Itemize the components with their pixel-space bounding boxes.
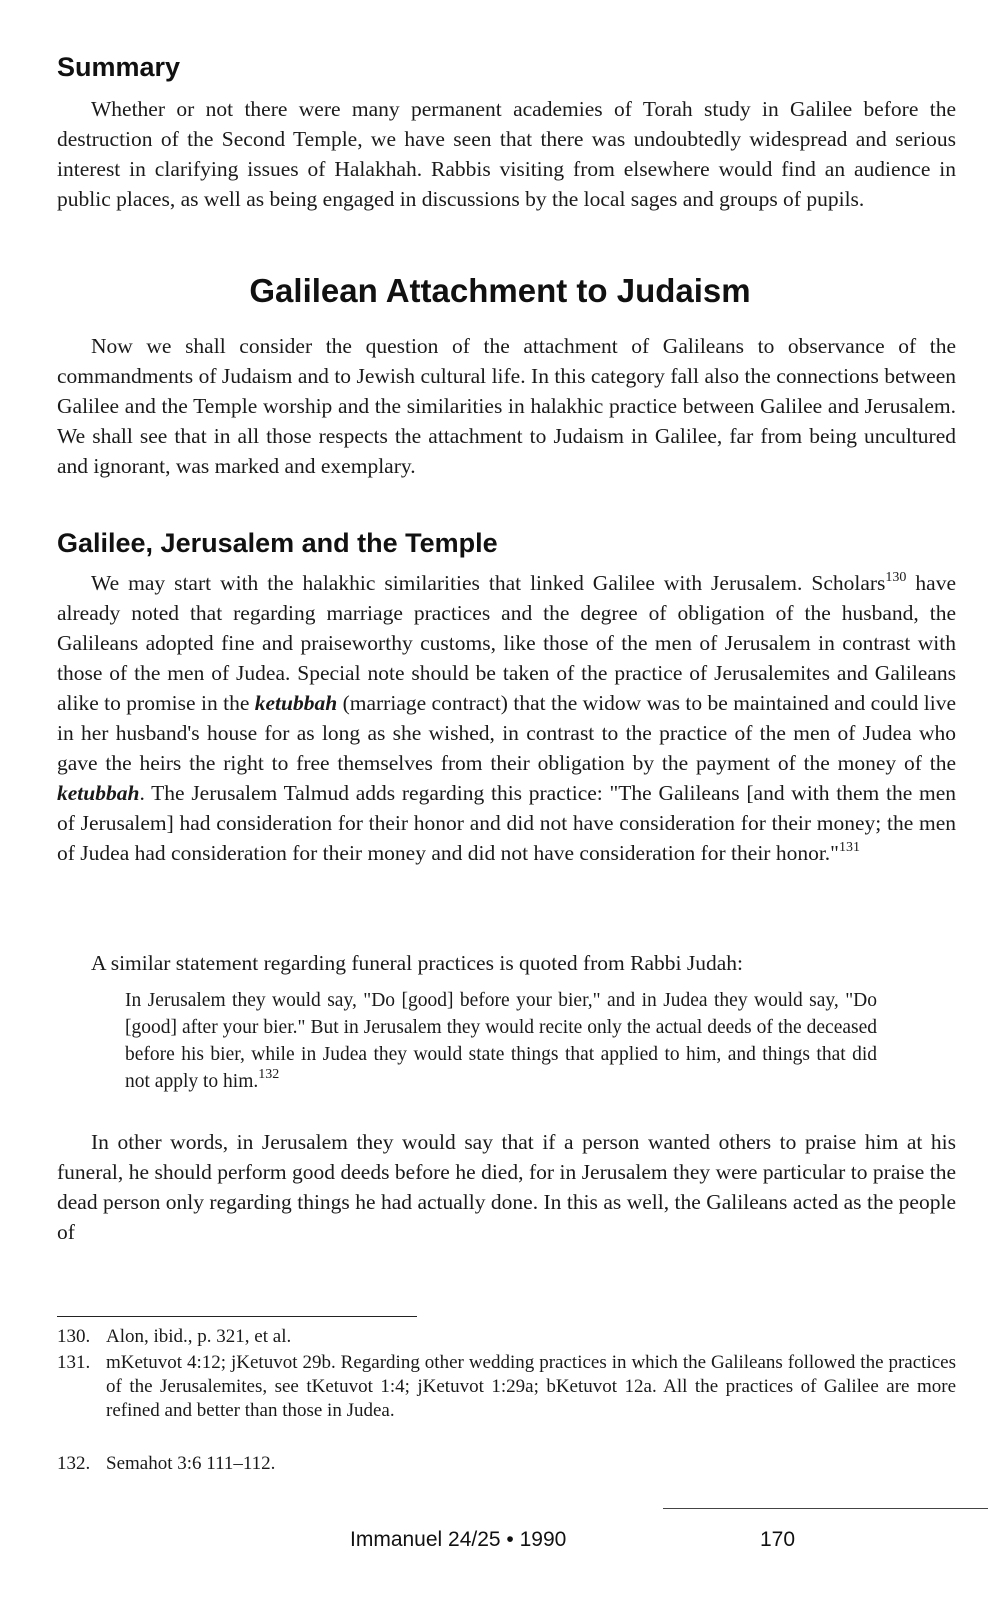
footnote-131 (57, 1351, 956, 1423)
footnote-132 (57, 1452, 956, 1476)
footnote-number: 131. (57, 1352, 91, 1373)
footnote-text: Semahot 3:6 111–112. (106, 1453, 276, 1474)
footnote-ref-131: 131 (838, 840, 860, 855)
footnote-ref-132: 132 (258, 1067, 280, 1082)
attachment-paragraph: Now we shall consider the question of the attachment of Galileans to observance of the commandments of Judaism and to Jewish cultural life. In this category fall also the connections between Galilee and the Temple worship and the similarities in halakhic practice between Galilee and Jerusalem. We shall see that in all those respects the attachment to Judaism in Galilee, far from being uncultured and ignorant, was marked and exemplary. (57, 334, 956, 478)
page-number: 170 (760, 1528, 796, 1551)
footnote-number: 130. (57, 1326, 91, 1347)
footer-divider (663, 1508, 988, 1509)
summary-paragraph: Whether or not there were many permanent academies of Torah study in Galilee before the destruction of the Second Temple, we have seen that there was undoubtedly widespread and serious interest in clarifying issues of Halakhah. Rabbis visiting from elsewhere would find an audience in public places, as well as being engaged in discussions by the local sages and groups of pupils. (57, 97, 956, 211)
footnote-130 (57, 1325, 956, 1349)
footnote-text: mKetuvot 4:12; jKetuvot 29b. Regarding other wedding practices in which the Galileans followed the practices of the Jerusalemites, see tKetuvot 1:4; jKetuvot 1:29a; bKetuvot 12a. All the practices of Galilee are more refined and better than those in Judea. (106, 1352, 956, 1421)
term-ketubbah-2: ketubbah (57, 781, 140, 805)
footnote-text: Alon, ibid., p. 321, et al. (106, 1326, 292, 1347)
attachment-heading: Galilean Attachment to Judaism (249, 272, 751, 309)
p1-part-c: (marriage contract) that the widow was to be maintained and could live in her husband's house for as long as she wished, in contrast to the practice of the men of Judea who gave the heirs the right to free themselves from their obligation by the payment of the money of the (57, 691, 956, 775)
temple-paragraph-1 (57, 568, 956, 868)
journal-footer: Immanuel 24/25 • 1990 (350, 1528, 567, 1551)
temple-paragraph-3: In other words, in Jerusalem they would say that if a person wanted others to praise him at his funeral, he should perform good deeds before he died, for in Jerusalem they were particular to praise the dead person only regarding things he had actually done. In this as well, the Galileans acted as the people of (57, 1130, 956, 1244)
summary-heading: Summary (57, 52, 181, 82)
temple-paragraph-2: A similar statement regarding funeral practices is quoted from Rabbi Judah: (91, 951, 743, 975)
quote-text: In Jerusalem they would say, "Do [good] before your bier," and in Judea they would say, "Do [good] after your bier." But in Jerusalem they would recite only the actual deeds of the deceased before his bier, while in Judea they would state things that applied to him, and things that did not apply to him. (125, 990, 877, 1092)
temple-heading: Galilee, Jerusalem and the Temple (57, 528, 498, 558)
block-quote (125, 987, 877, 1095)
p1-part-b: have already noted that regarding marriage practices and the degree of obligation of the husband, the Galileans adopted fine and praiseworthy customs, like those of the men of Jerusalem in contrast with those of the men of Judea. Special note should be taken of the practice of Jerusalemites and Galileans alike to promise in the (57, 571, 956, 715)
footnote-ref-130: 130 (885, 570, 907, 585)
p1-part-d: . The Jerusalem Talmud adds regarding this practice: "The Galileans [and with them the men of Jerusalem] had consideration for their honor and did not have consideration for their money; the men of Judea had consideration for their money and did not have consideration for their honor." (57, 781, 956, 865)
term-ketubbah-1: ketubbah (254, 691, 338, 715)
footnote-divider (57, 1316, 417, 1317)
p1-part-a: We may start with the halakhic similarities that linked Galilee with Jerusalem. Scholars (91, 571, 886, 595)
footnote-number: 132. (57, 1453, 91, 1474)
